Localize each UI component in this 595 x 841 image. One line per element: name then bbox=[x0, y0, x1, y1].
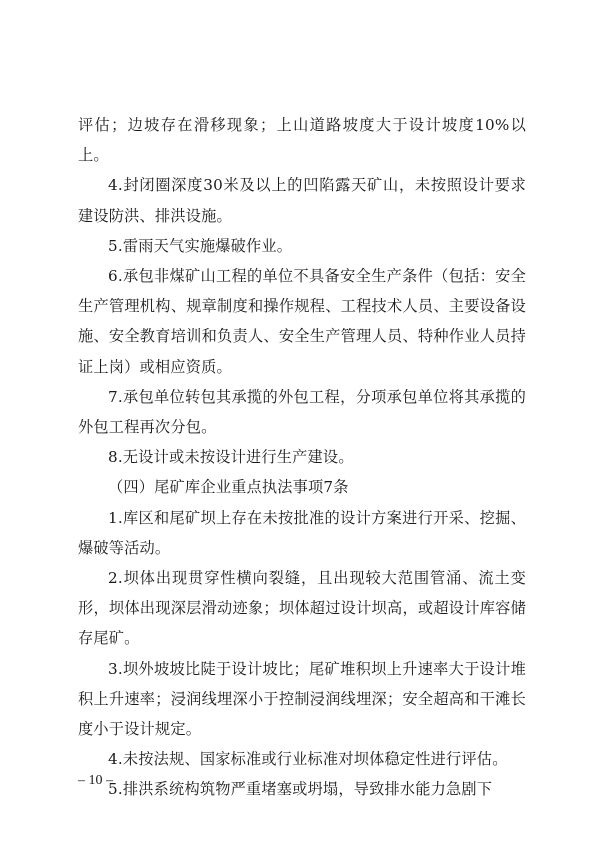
paragraph-tailings-item-4: 4.未按法规、国家标准或行业标准对坝体稳定性进行评估。 bbox=[108, 750, 508, 769]
section-heading-tailings: （四）尾矿库企业重点执法事项7条 bbox=[108, 478, 349, 497]
paragraph-tailings-item-2: 2.坝体出现贯穿性横向裂缝，且出现较大范围管涌、流土变形，坝体出现深层滑动迹象；坝体超过设计坝高，或超设计库容储存尾矿。 bbox=[78, 569, 526, 648]
paragraph-item-4: 4.封闭圈深度30米及以上的凹陷露天矿山，未按照设计要求建设防洪、排洪设施。 bbox=[78, 176, 526, 225]
paragraph-item-8: 8.无设计或未按设计进行生产建设。 bbox=[108, 448, 354, 467]
paragraph-tailings-item-1: 1.库区和尾矿坝上存在未按批准的设计方案进行开采、挖掘、爆破等活动。 bbox=[78, 508, 526, 557]
page-number: – 10 – bbox=[78, 773, 113, 788]
paragraph-tailings-item-3: 3.坝外坡坡比陡于设计坡比；尾矿堆积坝上升速率大于设计堆积上升速率；浸润线埋深小于控制浸润线埋深；安全超高和干滩长度小于设计规定。 bbox=[78, 659, 526, 739]
paragraph-item-5: 5.雷雨天气实施爆破作业。 bbox=[108, 236, 293, 255]
paragraph-item-6: 6.承包非煤矿山工程的单位不具备安全生产条件（包括：安全生产管理机构、规章制度和操作规程、工程技术人员、主要设备设施、安全教育培训和负责人、安全生产管理人员、特种作业人员持证上岗）或相应资质。 bbox=[78, 267, 526, 376]
document-body bbox=[78, 110, 526, 805]
paragraph-continuation: 评估；边坡存在滑移现象；上山道路坡度大于设计坡度10%以上。 bbox=[78, 116, 526, 165]
paragraph-item-7: 7.承包单位转包其承揽的外包工程，分项承包单位将其承揽的外包工程再次分包。 bbox=[78, 387, 526, 437]
paragraph-tailings-item-5: 5.排洪系统构筑物严重堵塞或坍塌，导致排水能力急剧下 bbox=[108, 780, 493, 799]
